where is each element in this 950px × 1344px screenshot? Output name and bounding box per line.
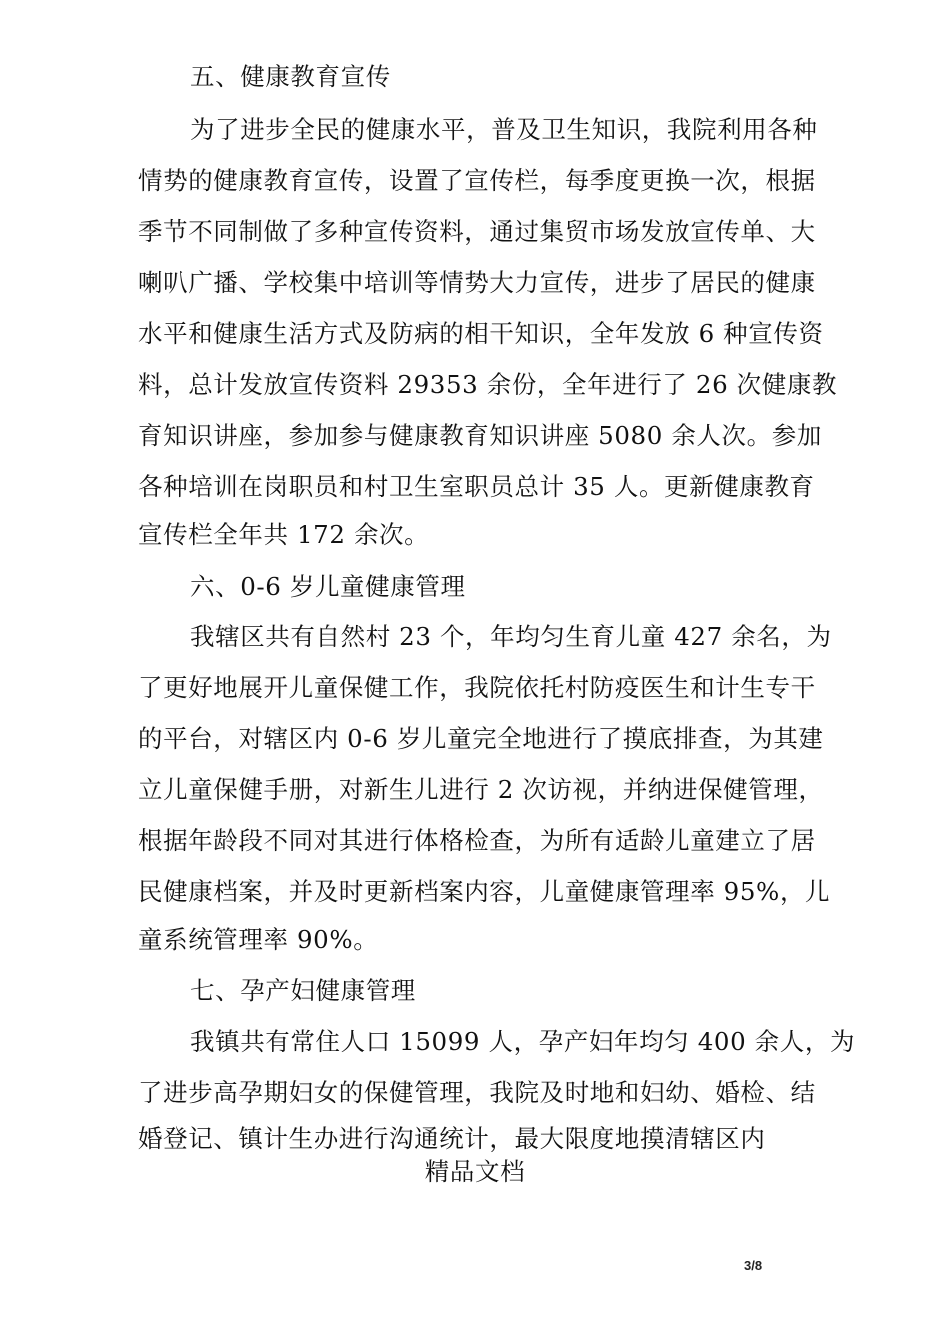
- paragraph-line: 各种培训在岗职员和村卫生室职员总计 35 人。更新健康教育: [138, 472, 815, 501]
- paragraph-line: 根据年龄段不同对其进行体格检查，为所有适龄儿童建立了居: [138, 826, 816, 855]
- paragraph-line: 育知识讲座，参加参与健康教育知识讲座 5080 余人次。参加: [138, 421, 822, 450]
- footer-label: 精品文档: [424, 1157, 526, 1186]
- paragraph-line: 情势的健康教育宣传，设置了宣传栏，每季度更换一次，根据: [138, 166, 816, 195]
- paragraph-line: 了更好地展开儿童保健工作，我院依托村防疫医生和计生专干: [138, 673, 816, 702]
- paragraph-line: 料，总计发放宣传资料 29353 余份，全年进行了 26 次健康教: [138, 370, 838, 399]
- paragraph-line: 了进步高孕期妇女的保健管理，我院及时地和妇幼、婚检、结: [138, 1078, 816, 1107]
- paragraph-line: 童系统管理率 90%。: [138, 925, 379, 954]
- section-heading-maternal-health: 七、孕产妇健康管理: [190, 976, 416, 1005]
- section-heading-child-health: 六、0-6 岁儿童健康管理: [190, 572, 466, 601]
- paragraph-line: 的平台，对辖区内 0-6 岁儿童完全地进行了摸底排查，为其建: [138, 724, 824, 753]
- section-heading-health-education: 五、健康教育宣传: [190, 62, 391, 91]
- paragraph-line: 我辖区共有自然村 23 个，年均匀生育儿童 427 余名，为: [190, 622, 832, 651]
- paragraph-line: 我镇共有常住人口 15099 人，孕产妇年均匀 400 余人，为: [190, 1027, 856, 1056]
- paragraph-line: 季节不同制做了多种宣传资料，通过集贸市场发放宣传单、大: [138, 217, 816, 246]
- page-number: 3/8: [744, 1258, 763, 1273]
- paragraph-line: 宣传栏全年共 172 余次。: [138, 520, 430, 549]
- paragraph-line: 水平和健康生活方式及防病的相干知识，全年发放 6 种宣传资: [138, 319, 824, 348]
- paragraph-line: 民健康档案，并及时更新档案内容，儿童健康管理率 95%，儿: [138, 877, 831, 906]
- paragraph-line: 喇叭广播、学校集中培训等情势大力宣传，进步了居民的健康: [138, 268, 816, 297]
- paragraph-line: 为了进步全民的健康水平，普及卫生知识，我院利用各种: [190, 115, 818, 144]
- paragraph-line: 立儿童保健手册，对新生儿进行 2 次访视，并纳进保健管理，: [138, 775, 824, 804]
- paragraph-line: 婚登记、镇计生办进行沟通统计，最大限度地摸清辖区内: [138, 1124, 766, 1153]
